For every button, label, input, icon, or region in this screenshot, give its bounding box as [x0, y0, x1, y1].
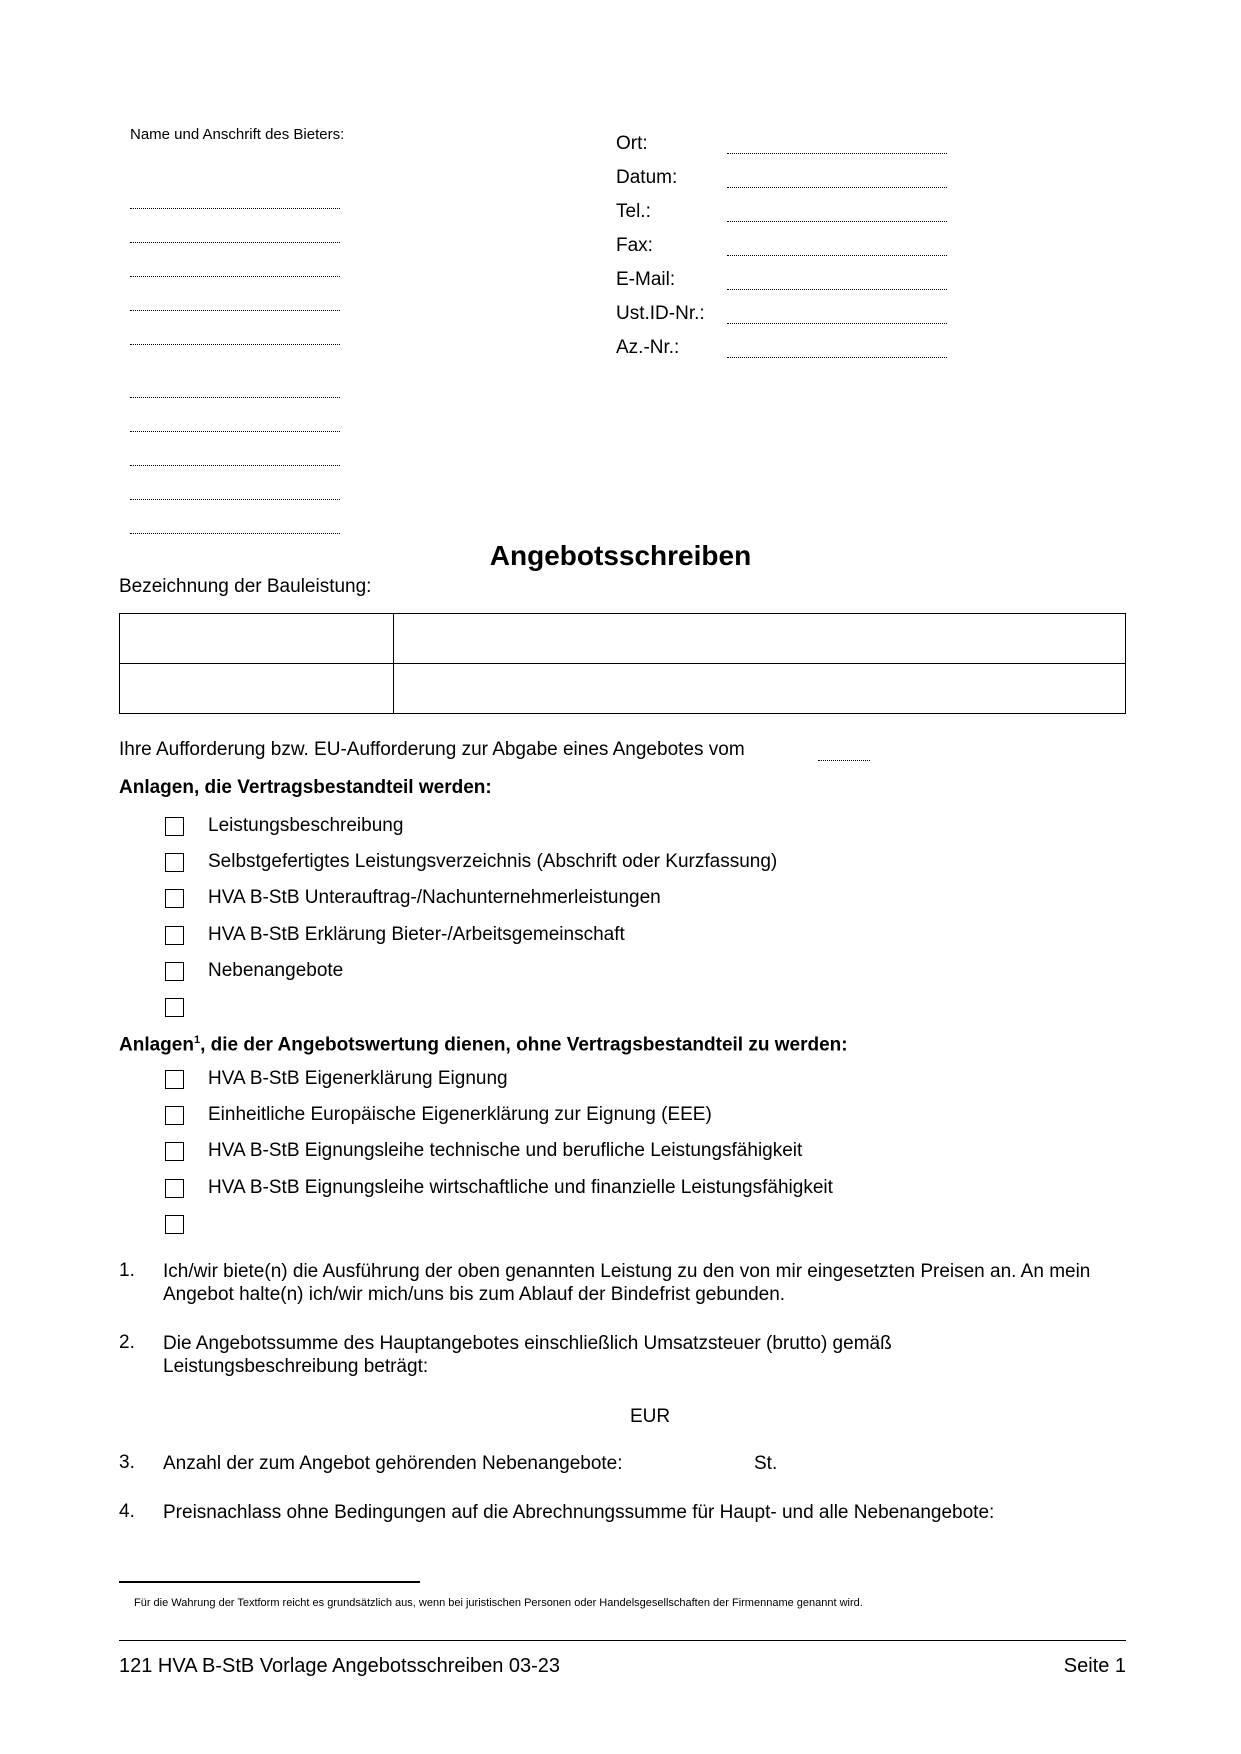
contact-field-label: Fax:	[616, 235, 653, 256]
checkbox-label: HVA B-StB Eigenerklärung Eignung	[208, 1068, 508, 1089]
contact-field-label: Az.-Nr.:	[616, 337, 680, 358]
bidder-address-line[interactable]	[130, 344, 340, 345]
checkbox-label: HVA B-StB Eignungsleihe wirtschaftliche und finanzielle Leistungsfähigkeit	[208, 1176, 833, 1198]
checkbox[interactable]	[165, 962, 184, 981]
checkbox[interactable]	[165, 1215, 184, 1234]
bidder-address-line[interactable]	[130, 242, 340, 243]
anlagen-wertung-heading	[119, 1029, 848, 1056]
bauleistung-cell[interactable]	[120, 614, 394, 664]
contact-field-input-line[interactable]	[727, 289, 947, 290]
checkbox-label: HVA B-StB Unterauftrag-/Nachunternehmerleistungen	[208, 887, 661, 909]
bidder-address-line[interactable]	[130, 397, 340, 398]
checkbox-label: Selbstgefertigtes Leistungsverzeichnis (Abschrift oder Kurzfassung)	[208, 851, 778, 873]
point-4-text: Preisnachlass ohne Bedingungen auf die Abrechnungssumme für Haupt- und alle Nebenangebote:	[163, 1502, 995, 1523]
contact-field-label: Datum:	[616, 167, 678, 188]
table-row	[120, 614, 1126, 664]
checkbox[interactable]	[165, 998, 184, 1017]
footnote-mark: 1	[193, 1034, 201, 1046]
checkbox[interactable]	[165, 889, 184, 908]
unit-st-label: St.	[754, 1453, 778, 1474]
bauleistung-table	[119, 613, 1126, 714]
bidder-address-line[interactable]	[130, 310, 340, 311]
bauleistung-label: Bezeichnung der Bauleistung:	[119, 576, 372, 597]
checkbox[interactable]	[165, 853, 184, 872]
footer-divider	[119, 1640, 1126, 1641]
point-2-number: 2.	[119, 1332, 135, 1353]
bidder-address-line[interactable]	[130, 431, 340, 432]
point-3-text: Anzahl der zum Angebot gehörenden Nebenangebote:	[163, 1453, 623, 1474]
aufforderung-date-line[interactable]	[818, 760, 870, 761]
point-4-number: 4.	[119, 1501, 135, 1522]
table-row	[120, 664, 1126, 714]
contact-field-label: Tel.:	[616, 201, 651, 222]
checkbox-label: Nebenangebote	[208, 959, 344, 981]
footer-document-id: 121 HVA B-StB Vorlage Angebotsschreiben 03-23	[119, 1655, 561, 1677]
bidder-address-line[interactable]	[130, 276, 340, 277]
checkbox[interactable]	[165, 926, 184, 945]
checkbox[interactable]	[165, 1106, 184, 1125]
checkbox-label: HVA B-StB Eignungsleihe technische und berufliche Leistungsfähigkeit	[208, 1140, 803, 1162]
currency-label: EUR	[630, 1406, 671, 1427]
contact-field-input-line[interactable]	[727, 153, 947, 154]
checkbox[interactable]	[165, 1070, 184, 1089]
checkbox-label: Leistungsbeschreibung	[208, 815, 404, 836]
checkbox[interactable]	[165, 1179, 184, 1198]
page-title: Angebotsschreiben	[489, 540, 752, 571]
anlagen-wertung-heading-post: , die der Angebotswertung dienen, ohne Vertragsbestandteil zu werden:	[200, 1034, 848, 1056]
bidder-label: Name und Anschrift des Bieters:	[130, 126, 345, 143]
contact-field-input-line[interactable]	[727, 357, 947, 358]
bidder-address-line[interactable]	[130, 499, 340, 500]
bidder-address-line[interactable]	[130, 208, 340, 209]
footnote-separator	[119, 1581, 420, 1583]
point-2-text: Die Angebotssumme des Hauptangebotes einschließlich Umsatzsteuer (brutto) gemäß Leistungsbeschreibung beträgt:	[163, 1333, 892, 1377]
aufforderung-text: Ihre Aufforderung bzw. EU-Aufforderung zur Abgabe eines Angebotes vom	[119, 739, 745, 760]
bidder-address-line[interactable]	[130, 533, 340, 534]
checkbox[interactable]	[165, 1142, 184, 1161]
anlagen-vertrag-heading: Anlagen, die Vertragsbestandteil werden:	[119, 777, 492, 798]
contact-field-label: E-Mail:	[616, 269, 676, 290]
checkbox-label: HVA B-StB Erklärung Bieter-/Arbeitsgemeinschaft	[208, 923, 625, 945]
anlagen-wertung-heading-pre: Anlagen	[119, 1034, 194, 1056]
contact-field-input-line[interactable]	[727, 221, 947, 222]
contact-field-input-line[interactable]	[727, 187, 947, 188]
footnote-text: Für die Wahrung der Textform reicht es grundsätzlich aus, wenn bei juristischen Personen oder Handelsgesellschaften der Firmenname genannt wird.	[134, 1597, 863, 1609]
contact-field-input-line[interactable]	[727, 255, 947, 256]
contact-field-input-line[interactable]	[727, 323, 947, 324]
bauleistung-cell[interactable]	[120, 664, 394, 714]
bidder-address-line[interactable]	[130, 465, 340, 466]
point-3-number: 3.	[119, 1452, 135, 1473]
footer-page-number: Seite 1	[1063, 1655, 1126, 1677]
checkbox[interactable]	[165, 817, 184, 836]
bauleistung-cell[interactable]	[394, 614, 1126, 664]
point-1-text: Ich/wir biete(n) die Ausführung der oben genannten Leistung zu den von mir eingesetzten Preisen an. An mein Angebot halte(n) ich/wir mich/uns bis zum Ablauf der Bindefrist gebunden.	[163, 1261, 1091, 1305]
contact-field-label: Ust.ID-Nr.:	[616, 303, 705, 324]
checkbox-label: Einheitliche Europäische Eigenerklärung zur Eignung (EEE)	[208, 1104, 712, 1126]
point-1-number: 1.	[119, 1260, 135, 1281]
bauleistung-cell[interactable]	[394, 664, 1126, 714]
contact-field-label: Ort:	[616, 133, 648, 154]
